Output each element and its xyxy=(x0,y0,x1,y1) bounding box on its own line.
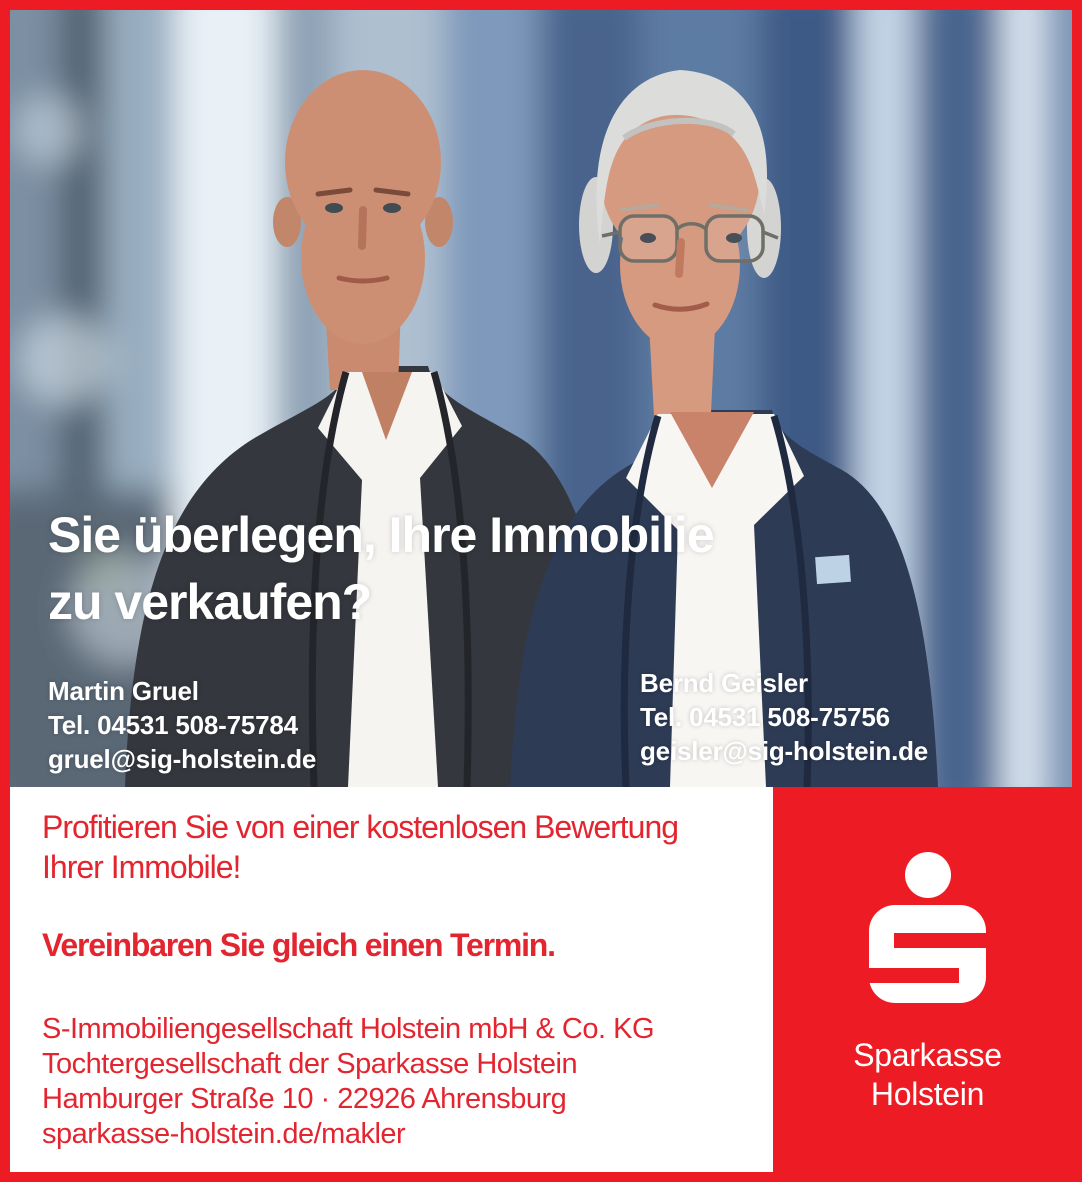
company-details xyxy=(42,1012,654,1152)
contact-martin-gruel xyxy=(48,674,316,776)
photo-two-advisors xyxy=(10,10,1072,787)
company-name: S-Immobiliengesellschaft Holstein mbH & Co. KG xyxy=(42,1013,655,1045)
sparkasse-s-logo-icon xyxy=(868,850,988,1010)
contact-phone: Tel. 04531 508-75784 xyxy=(48,710,298,740)
offer-line-2: Ihrer Immobile! xyxy=(42,849,241,885)
cta-text: Vereinbaren Sie gleich einen Termin. xyxy=(42,927,555,963)
brand-name xyxy=(853,1036,1002,1114)
contact-bernd-geisler xyxy=(640,666,928,768)
contact-email: geisler@sig-holstein.de xyxy=(640,736,929,766)
contact-name: Martin Gruel xyxy=(48,676,199,706)
brand-line-2: Holstein xyxy=(870,1076,985,1112)
contact-name: Bernd Geisler xyxy=(640,668,808,698)
company-subsidiary: Tochtergesellschaft der Sparkasse Holstein xyxy=(42,1048,578,1080)
info-panel xyxy=(10,787,773,1172)
contact-phone: Tel. 04531 508-75756 xyxy=(640,702,890,732)
offer-line-1: Profitieren Sie von einer kostenlosen Bewertung xyxy=(42,809,679,845)
brand-line-1: Sparkasse xyxy=(853,1037,1002,1073)
headline xyxy=(48,502,714,636)
company-website: sparkasse-holstein.de/makler xyxy=(42,1118,406,1150)
company-address: Hamburger Straße 10 · 22926 Ahrensburg xyxy=(42,1083,567,1115)
offer-text xyxy=(42,807,678,887)
headline-line-1: Sie überlegen, Ihre Immobilie xyxy=(48,507,714,563)
sparkasse-brand-box xyxy=(773,787,1082,1182)
headline-line-2: zu verkaufen? xyxy=(48,574,372,630)
contact-email: gruel@sig-holstein.de xyxy=(48,744,317,774)
